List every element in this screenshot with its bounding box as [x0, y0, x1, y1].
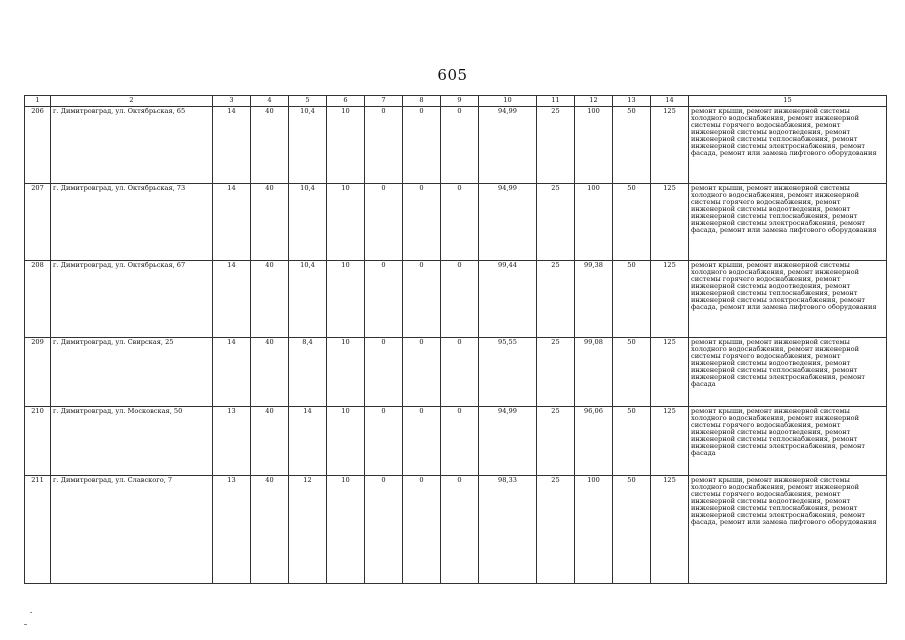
- works-cell: ремонт крыши, ремонт инженерной системы холодного водоснабжения, ремонт инженерной системы горячего водоснабжения, ремонт инженерной системы водоотведения, ремонт инженерной системы теплоснабжения, ремонт инженерной системы электроснабжения, ремонт фасада, ремонт или замена лифтового оборудования: [689, 184, 887, 261]
- column-number-row: [25, 96, 887, 107]
- value-cell: 40: [251, 184, 289, 261]
- table-row: [25, 407, 887, 476]
- value-cell: 125: [651, 107, 689, 184]
- value-cell: 100: [575, 476, 613, 584]
- value-cell: 125: [651, 476, 689, 584]
- value-cell: 40: [251, 338, 289, 407]
- value-cell: 10,4: [289, 107, 327, 184]
- value-cell: 95,55: [479, 338, 537, 407]
- works-cell: ремонт крыши, ремонт инженерной системы холодного водоснабжения, ремонт инженерной системы горячего водоснабжения, ремонт инженерной системы водоотведения, ремонт инженерной системы теплоснабжения, ремонт инженерной системы электроснабжения, ремонт фасада, ремонт или замена лифтового оборудования: [689, 261, 887, 338]
- value-cell: 0: [403, 107, 441, 184]
- value-cell: 25: [537, 338, 575, 407]
- table-row: [25, 184, 887, 261]
- column-header: 7: [365, 96, 403, 107]
- value-cell: 14: [213, 261, 251, 338]
- value-cell: 0: [365, 338, 403, 407]
- table-row: [25, 476, 887, 584]
- column-header: 13: [613, 96, 651, 107]
- value-cell: 0: [403, 407, 441, 476]
- value-cell: 25: [537, 184, 575, 261]
- value-cell: 0: [403, 261, 441, 338]
- value-cell: 0: [441, 338, 479, 407]
- value-cell: 125: [651, 261, 689, 338]
- value-cell: 0: [365, 476, 403, 584]
- value-cell: 0: [441, 107, 479, 184]
- value-cell: 10: [327, 184, 365, 261]
- scan-speck: [24, 624, 27, 625]
- value-cell: 100: [575, 107, 613, 184]
- value-cell: 94,99: [479, 184, 537, 261]
- value-cell: 25: [537, 261, 575, 338]
- address-cell: г. Димитровград, ул. Славского, 7: [51, 476, 213, 584]
- value-cell: 98,33: [479, 476, 537, 584]
- value-cell: 100: [575, 184, 613, 261]
- value-cell: 50: [613, 407, 651, 476]
- value-cell: 40: [251, 407, 289, 476]
- value-cell: 14: [213, 107, 251, 184]
- value-cell: 0: [441, 261, 479, 338]
- value-cell: 25: [537, 107, 575, 184]
- value-cell: 99,08: [575, 338, 613, 407]
- address-cell: г. Димитровград, ул. Октябрьская, 73: [51, 184, 213, 261]
- value-cell: 50: [613, 338, 651, 407]
- column-header: 15: [689, 96, 887, 107]
- address-cell: г. Димитровград, ул. Октябрьская, 65: [51, 107, 213, 184]
- value-cell: 14: [213, 184, 251, 261]
- value-cell: 125: [651, 407, 689, 476]
- column-header: 2: [51, 96, 213, 107]
- value-cell: 8,4: [289, 338, 327, 407]
- value-cell: 10: [327, 338, 365, 407]
- value-cell: 0: [365, 407, 403, 476]
- value-cell: 10: [327, 476, 365, 584]
- table-row: [25, 107, 887, 184]
- value-cell: 10: [327, 107, 365, 184]
- value-cell: 0: [365, 184, 403, 261]
- table-row: [25, 338, 887, 407]
- column-header: 12: [575, 96, 613, 107]
- value-cell: 10,4: [289, 261, 327, 338]
- row-number: 207: [25, 184, 51, 261]
- value-cell: 14: [213, 338, 251, 407]
- value-cell: 40: [251, 107, 289, 184]
- column-header: 1: [25, 96, 51, 107]
- value-cell: 40: [251, 261, 289, 338]
- value-cell: 125: [651, 338, 689, 407]
- value-cell: 12: [289, 476, 327, 584]
- value-cell: 94,99: [479, 407, 537, 476]
- value-cell: 125: [651, 184, 689, 261]
- column-header: 14: [651, 96, 689, 107]
- works-cell: ремонт крыши, ремонт инженерной системы холодного водоснабжения, ремонт инженерной системы горячего водоснабжения, ремонт инженерной системы водоотведения, ремонт инженерной системы теплоснабжения, ремонт инженерной системы электроснабжения, ремонт фасада, ремонт или замена лифтового оборудования: [689, 476, 887, 584]
- value-cell: 25: [537, 407, 575, 476]
- address-cell: г. Димитровград, ул. Московская, 50: [51, 407, 213, 476]
- column-header: 10: [479, 96, 537, 107]
- value-cell: 10: [327, 407, 365, 476]
- value-cell: 13: [213, 476, 251, 584]
- value-cell: 50: [613, 107, 651, 184]
- value-cell: 0: [365, 107, 403, 184]
- value-cell: 40: [251, 476, 289, 584]
- scan-speck: [30, 612, 32, 613]
- address-cell: г. Димитровград, ул. Октябрьская, 67: [51, 261, 213, 338]
- address-cell: г. Димитровград, ул. Свирская, 25: [51, 338, 213, 407]
- value-cell: 0: [441, 407, 479, 476]
- value-cell: 13: [213, 407, 251, 476]
- column-header: 8: [403, 96, 441, 107]
- value-cell: 50: [613, 184, 651, 261]
- value-cell: 0: [365, 261, 403, 338]
- value-cell: 50: [613, 261, 651, 338]
- row-number: 209: [25, 338, 51, 407]
- column-header: 3: [213, 96, 251, 107]
- value-cell: 0: [441, 184, 479, 261]
- column-header: 5: [289, 96, 327, 107]
- value-cell: 10: [327, 261, 365, 338]
- value-cell: 0: [403, 184, 441, 261]
- row-number: 210: [25, 407, 51, 476]
- value-cell: 99,44: [479, 261, 537, 338]
- value-cell: 0: [403, 476, 441, 584]
- value-cell: 14: [289, 407, 327, 476]
- page-number: 605: [437, 66, 468, 84]
- row-number: 206: [25, 107, 51, 184]
- value-cell: 50: [613, 476, 651, 584]
- value-cell: 0: [441, 476, 479, 584]
- value-cell: 10,4: [289, 184, 327, 261]
- value-cell: 96,06: [575, 407, 613, 476]
- column-header: 11: [537, 96, 575, 107]
- value-cell: 25: [537, 476, 575, 584]
- works-cell: ремонт крыши, ремонт инженерной системы холодного водоснабжения, ремонт инженерной системы горячего водоснабжения, ремонт инженерной системы водоотведения, ремонт инженерной системы теплоснабжения, ремонт инженерной системы электроснабжения, ремонт фасада: [689, 407, 887, 476]
- works-cell: ремонт крыши, ремонт инженерной системы холодного водоснабжения, ремонт инженерной системы горячего водоснабжения, ремонт инженерной системы водоотведения, ремонт инженерной системы теплоснабжения, ремонт инженерной системы электроснабжения, ремонт фасада, ремонт или замена лифтового оборудования: [689, 107, 887, 184]
- column-header: 4: [251, 96, 289, 107]
- value-cell: 0: [403, 338, 441, 407]
- repair-schedule-table: [24, 95, 887, 584]
- row-number: 211: [25, 476, 51, 584]
- value-cell: 99,38: [575, 261, 613, 338]
- value-cell: 94,99: [479, 107, 537, 184]
- works-cell: ремонт крыши, ремонт инженерной системы холодного водоснабжения, ремонт инженерной системы горячего водоснабжения, ремонт инженерной системы водоотведения, ремонт инженерной системы теплоснабжения, ремонт инженерной системы электроснабжения, ремонт фасада: [689, 338, 887, 407]
- row-number: 208: [25, 261, 51, 338]
- column-header: 6: [327, 96, 365, 107]
- column-header: 9: [441, 96, 479, 107]
- table-row: [25, 261, 887, 338]
